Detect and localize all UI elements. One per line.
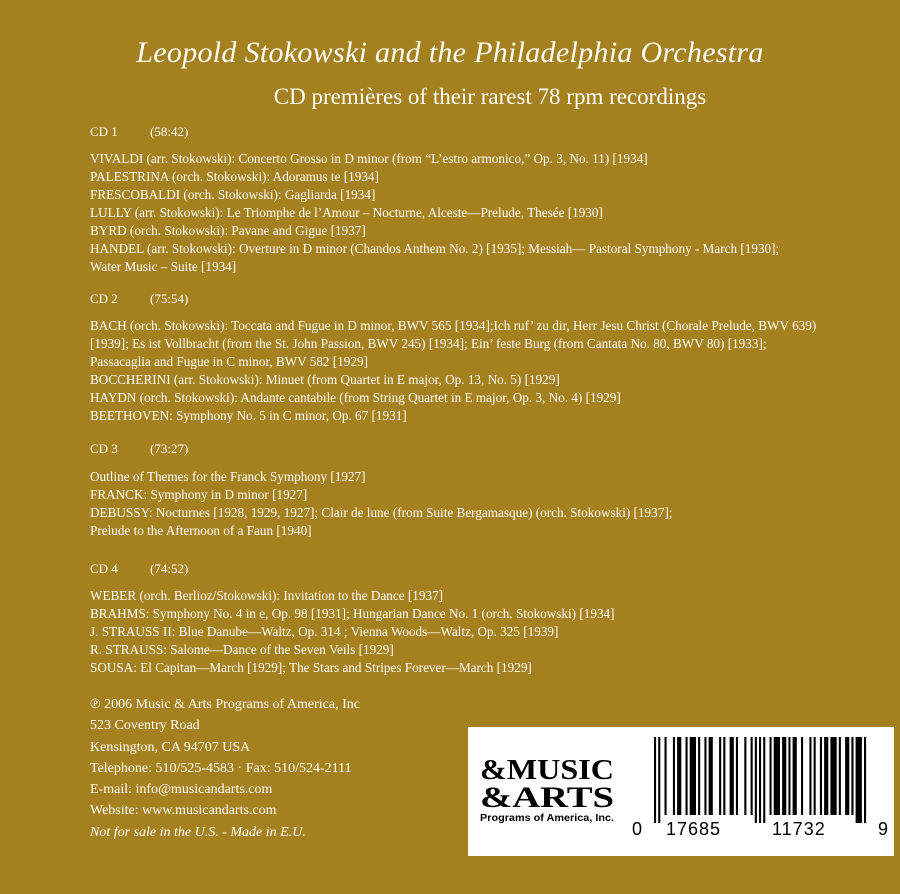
sale-notice: Not for sale in the U.S. - Made in E.U.: [90, 824, 306, 840]
website-line: Website: www.musicandarts.com: [90, 803, 277, 819]
email-line: E-mail: info@musicandarts.com: [90, 782, 273, 798]
barcode-bar: [658, 737, 660, 823]
barcode-bar: [704, 737, 706, 815]
track-line: FRESCOBALDI (orch. Stokowski): Gagliarda [1934]: [90, 187, 376, 202]
barcode-bar: [820, 737, 822, 815]
barcode-bar: [770, 737, 772, 815]
track-line: PALESTRINA (orch. Stokowski): Adoramus te [1934]: [90, 169, 379, 184]
barcode-bar: [751, 737, 753, 815]
track-line: [1939]; Es ist Vollbracht (from the St. John Passion, BWV 245) [1934]; Ein’ feste Burg (from Cantata No. 80, BWV 80) [1933];: [90, 336, 767, 351]
track-line: J. STRAUSS II: Blue Danube—Waltz, Op. 314 ; Vienna Woods—Waltz, Op. 325 [1939]: [90, 624, 559, 639]
barcode-bar: [793, 737, 797, 815]
track-line: FRANCK: Symphony in D minor [1927]: [90, 487, 308, 502]
logo-tagline: Programs of America, Inc.: [480, 813, 615, 823]
cd4-label: CD 4: [90, 561, 118, 576]
album-title: Leopold Stokowski and the Philadelphia Orchestra: [136, 36, 764, 69]
barcode-bar: [839, 737, 841, 815]
barcode-bar: [845, 737, 849, 815]
barcode-bar: [774, 737, 780, 815]
barcode-bar: [677, 737, 681, 815]
barcode-bar: [814, 737, 816, 815]
phone-line: Telephone: 510/525-4583 · Fax: 510/524-2111: [90, 760, 352, 776]
track-line: BRAHMS: Symphony No. 4 in e, Op. 98 [1931]; Hungarian Dance No. 1 (orch. Stokowski) [1934]: [90, 606, 615, 621]
cd1-tracklist: [90, 150, 779, 276]
barcode-bar: [665, 737, 667, 815]
cd4-heading: [90, 561, 189, 577]
barcode-bar: [755, 737, 757, 823]
barcode-group1: 17685: [666, 819, 722, 839]
cd3-tracklist: [90, 468, 672, 540]
barcode-bar: [723, 737, 725, 815]
track-line: WEBER (orch. Berlioz/Stokowski): Invitation to the Dance [1937]: [90, 588, 444, 603]
cd4-tracklist: [90, 587, 615, 677]
track-line: Outline of Themes for the Franck Symphony [1927]: [90, 469, 366, 484]
track-line: BEETHOVEN: Symphony No. 5 in C minor, Op. 67 [1931]: [90, 408, 407, 423]
barcode-bar: [824, 737, 828, 815]
barcode-bar: [763, 737, 765, 823]
barcode-bar: [801, 737, 803, 815]
cd2-duration: (75:54): [150, 291, 189, 306]
logo-line2: &ARTS: [480, 781, 614, 814]
barcode-panel: [468, 727, 894, 856]
cd2-heading: [90, 291, 189, 307]
barcode-bar: [686, 737, 688, 815]
barcode-bar: [736, 737, 738, 815]
barcode-icon: [652, 737, 882, 823]
barcode-digit-left: 0: [632, 819, 644, 839]
logo-line1: &MUSIC: [480, 755, 614, 786]
music-arts-logo: [478, 751, 618, 823]
cd1-heading: [90, 124, 189, 140]
barcode-group2: 11732: [772, 819, 826, 839]
barcode-bar: [730, 737, 734, 815]
track-line: HANDEL (arr. Stokowski): Overture in D minor (Chandos Anthem No. 2) [1935]; Messiah— Pastoral Symphony - March [1930];: [90, 241, 780, 256]
track-line: BOCCHERINI (arr. Stokowski): Minuet (from Quartet in E major, Op. 13, No. 5) [1929]: [90, 372, 560, 387]
barcode-bar: [788, 737, 790, 815]
cd3-label: CD 3: [90, 441, 118, 456]
track-line: DEBUSSY: Nocturnes [1928, 1929, 1927]; Clair de lune (from Suite Bergamasque) (orch. Stokowski) [1937];: [90, 505, 673, 520]
barcode-bar: [744, 737, 746, 815]
barcode-digit-right: 9: [878, 819, 890, 839]
barcode-bar: [759, 737, 761, 823]
cd4-duration: (74:52): [150, 561, 189, 576]
track-line: SOUSA: El Capitan—March [1929]; The Stars and Stripes Forever—March [1929]: [90, 660, 532, 675]
track-line: LULLY (arr. Stokowski): Le Triomphe de l’Amour – Nocturne, Alceste—Prelude, Thesée [1930]: [90, 205, 603, 220]
track-line: Prelude to the Afternoon of a Faun [1940]: [90, 523, 312, 538]
cd1-duration: (58:42): [150, 124, 189, 139]
barcode-bar: [864, 737, 866, 823]
barcode-bar: [709, 737, 713, 815]
barcode-bar: [698, 737, 700, 815]
barcode-bar: [654, 737, 656, 823]
cd3-heading: [90, 441, 189, 457]
track-line: R. STRAUSS: Salome—Dance of the Seven Veils [1929]: [90, 642, 394, 657]
barcode-bar: [830, 737, 836, 815]
barcode-bar: [719, 737, 721, 815]
album-subtitle: CD premières of their rarest 78 rpm recordings: [273, 84, 707, 109]
barcode-bar: [690, 737, 696, 815]
cd2-label: CD 2: [90, 291, 118, 306]
cd3-duration: (73:27): [150, 441, 189, 456]
track-line: Water Music – Suite [1934]: [90, 259, 237, 274]
track-line: VIVALDI (arr. Stokowski): Concerto Grosso in D minor (from “L’estro armonico,” Op. 3, No. 11) [1934]: [90, 151, 648, 166]
copyright-line: ℗ 2006 Music & Arts Programs of America, Inc: [90, 697, 360, 712]
track-line: BACH (orch. Stokowski): Toccata and Fugue in D minor, BWV 565 [1934];Ich ruf’ zu dir, Herr Jesu Christ (Chorale Prelude, BWV 639): [90, 318, 817, 333]
barcode-bar: [673, 737, 675, 815]
barcode-bar: [809, 737, 811, 815]
address-line: 523 Coventry Road: [90, 718, 200, 734]
cd1-label: CD 1: [90, 124, 118, 139]
cd2-tracklist: [90, 317, 816, 425]
publisher-info: [90, 694, 360, 843]
track-line: HAYDN (orch. Stokowski): Andante cantabile (from String Quartet in E major, Op. 3, No. 4) [1929]: [90, 390, 621, 405]
track-line: Passacaglia and Fugue in C minor, BWV 582 [1929]: [90, 354, 368, 369]
barcode-bar: [782, 737, 786, 815]
barcode-bar: [851, 737, 853, 815]
address-line: Kensington, CA 94707 USA: [90, 739, 251, 755]
barcode-bar: [856, 737, 862, 823]
track-line: BYRD (orch. Stokowski): Pavane and Gigue [1937]: [90, 223, 366, 238]
